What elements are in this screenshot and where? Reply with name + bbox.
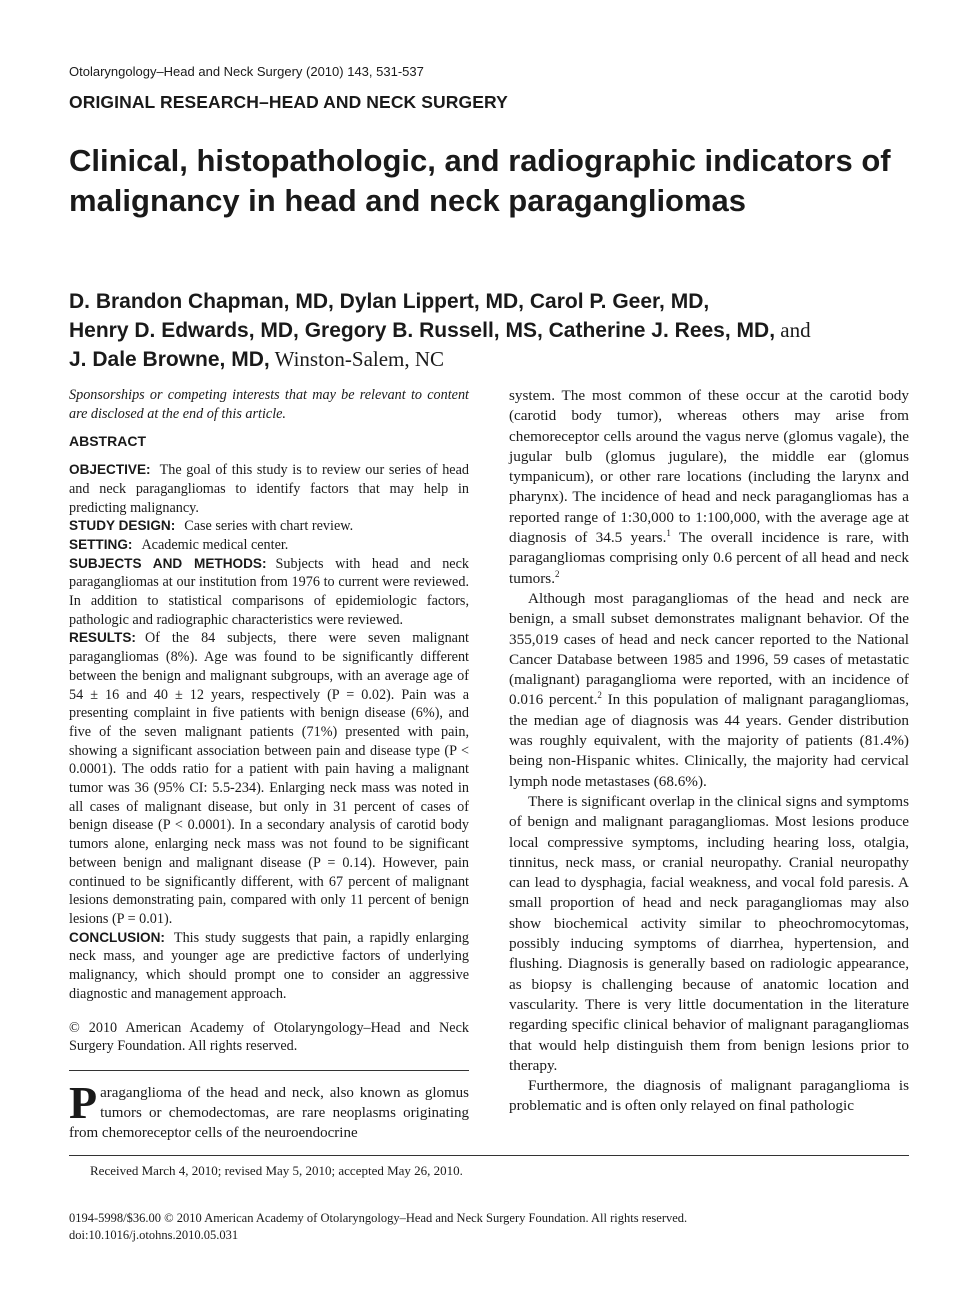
paragraph-text: Although most paragangliomas of the head and neck are benign, a small subset demonstrates malignant behavior. Of the 355,019 cases of head and neck cancer reported to the National Cancer Database between 1985 and 1996, 59 cases of metastatic (malignant) paraganglioma were reported, with an incidence of 0.016 percent.: [509, 589, 909, 709]
right-column: [509, 386, 909, 1117]
citation-ref: 2: [555, 568, 560, 579]
methods-text: Subjects with head and neck paragangliomas at our institution from 1976 to current were reviewed. In addition to statistical comparisons of epidemiologic factors, pathologic and radiographic characteristics were reviewed.: [69, 555, 469, 628]
abstract-design: [69, 517, 469, 536]
doi-link[interactable]: doi:10.1016/j.otohns.2010.05.031: [69, 1228, 239, 1242]
section-label: ORIGINAL RESEARCH–HEAD AND NECK SURGERY: [69, 92, 508, 112]
paragraph-text: The overall incidence is rare, with paragangliomas comprising only 0.6 percent of all head and neck tumors.: [509, 529, 909, 587]
abstract-body: [69, 461, 469, 1056]
setting-label: SETTING:: [69, 536, 133, 552]
objective-text: The goal of this study is to review our series of head and neck paragangliomas to identify factors that may help in predicting malignancy.: [69, 462, 469, 516]
design-label: STUDY DESIGN:: [69, 518, 176, 534]
body-paragraph: Furthermore, the diagnosis of malignant paraganglioma is problematic and is often only relayed on final pathologic: [509, 1077, 909, 1115]
journal-reference: Otolaryngology–Head and Neck Surgery (2010) 143, 531-537: [69, 64, 424, 79]
citation-ref: 1: [666, 528, 671, 539]
author-list: [69, 288, 914, 374]
article-title: Clinical, histopathologic, and radiographic indicators of malignancy in head and neck paragangliomas: [69, 143, 891, 218]
abstract-objective: [69, 461, 469, 517]
setting-text: Academic medical center.: [141, 536, 289, 553]
results-label: RESULTS:: [69, 630, 136, 646]
author-names: J. Dale Browne, MD,: [69, 348, 270, 371]
footer-divider: [69, 1155, 909, 1156]
paragraph-text: In this population of malignant paragangliomas, the median age of diagnosis was 44 years. Gender distribution was roughly equivalent, with the majority of patients (81.4%) being non-Hispanic whites. Clinically, the majority had cervical lymph node metastases (68.6%).: [509, 691, 910, 790]
design-text: Case series with chart review.: [184, 518, 354, 535]
author-line: [69, 316, 914, 345]
abstract-results: [69, 629, 469, 928]
methods-label: SUBJECTS AND METHODS:: [69, 555, 267, 571]
conclusion-label: CONCLUSION:: [69, 929, 165, 945]
abstract-heading: ABSTRACT: [69, 433, 146, 450]
body-paragraph: There is significant overlap in the clinical signs and symptoms of benign and malignant paragangliomas. Most lesions produce local compressive symptoms, including hearing loss, otalgia, tinnitus, neck mass, or cranial neuropathy. Cranial neuropathy can lead to dysphagia, facial weakness, and vocal fold paresis. A small proportion of head and neck paragangliomas may also show biochemical activity similar to pheochromocytomas, possibly inducing symptoms of diarrhea, hypertension, and flushing. Diagnosis is generally based on radiologic appearance, as biopsy is challenging because of anatomic location and vascularity. There is very little documentation in the literature regarding specific clinical behavior of malignant paragangliomas that would help distinguish them from benign lesions prior to therapy.: [509, 792, 909, 1074]
author-line: [69, 345, 914, 374]
abstract-divider: [69, 1070, 469, 1071]
objective-label: OBJECTIVE:: [69, 462, 151, 478]
abstract-conclusion: [69, 929, 469, 1004]
author-names: Henry D. Edwards, MD, Gregory B. Russell, MS, Catherine J. Rees, MD,: [69, 319, 776, 342]
drop-cap: P: [69, 1076, 98, 1128]
received-dates: Received March 4, 2010; revised May 5, 2010; accepted May 26, 2010.: [90, 1163, 463, 1178]
abstract-methods: [69, 555, 469, 630]
author-location: Winston-Salem, NC: [269, 347, 445, 371]
conclusion-text: This study suggests that pain, a rapidly enlarging neck mass, and younger age are predictive factors of underlying malignancy, which should prompt one to consider an aggressive diagnostic and management approach.: [69, 929, 469, 1002]
citation-ref: 2: [597, 690, 602, 701]
and-conjunction: and: [775, 318, 811, 342]
left-column: [69, 386, 469, 1143]
sponsorship-note: Sponsorships or competing interests that may be relevant to content are disclosed at the end of this article.: [69, 387, 469, 422]
abstract-setting: [69, 536, 469, 555]
paragraph-text: system. The most common of these occur at the carotid body (carotid body tumor), whereas others may arise from chemoreceptor cells around the vagus nerve (glomus vagale), the jugular bulb (glomus jugulare), the middle ear (glomus tympanicum), or other rare locations (including the larynx and pharynx). The incidence of head and neck paragangliomas has a reported range of 1:30,000 to 1:100,000, with the average age at diagnosis of 34.5 years.: [509, 387, 909, 547]
abstract-copyright: © 2010 American Academy of Otolaryngology–Head and Neck Surgery Foundation. All rights reserved.: [69, 1019, 469, 1055]
body-paragraph: [509, 386, 909, 589]
author-line: D. Brandon Chapman, MD, Dylan Lippert, MD, Carol P. Geer, MD,: [69, 290, 710, 313]
results-text: Of the 84 subjects, there were seven malignant paragangliomas (8%). Age was found to be significantly different between the benign and malignant subgroups, with an average age of 54 ± 16 and 40 ± 12 years, respectively (P = 0.02). Pain was a presenting complaint in five patients with benign disease (6%), and five of the seven malignant patients (71%) presented with pain, showing a significant association between pain and disease type (P < 0.0001). The odds ratio for a patient with pain having a malignant tumor was 36 (95% CI: 5.5-234). Enlarging neck mass was noted in all cases of malignant disease, but only in 31 percent of cases of benign disease (P < 0.0001). In a secondary analysis of carotid body tumors alone, enlarging neck mass was not found to be significant between benign and malignant disease (P = 0.14). However, pain continued to be significantly different, with 67 percent of malignant lesions demonstrating pain, compared with only 11 percent of benign lesions (P = 0.01).: [69, 630, 469, 927]
intro-text: araganglioma of the head and neck, also known as glomus tumors or chemodectomas, are rare neoplasms originating from chemoreceptor cells of the neuroendocrine: [69, 1084, 469, 1141]
body-paragraph: [509, 589, 909, 792]
issn-copyright: 0194-5998/$36.00 © 2010 American Academy of Otolaryngology–Head and Neck Surgery Foundation. All rights reserved.: [69, 1211, 688, 1225]
intro-paragraph: [69, 1076, 469, 1143]
